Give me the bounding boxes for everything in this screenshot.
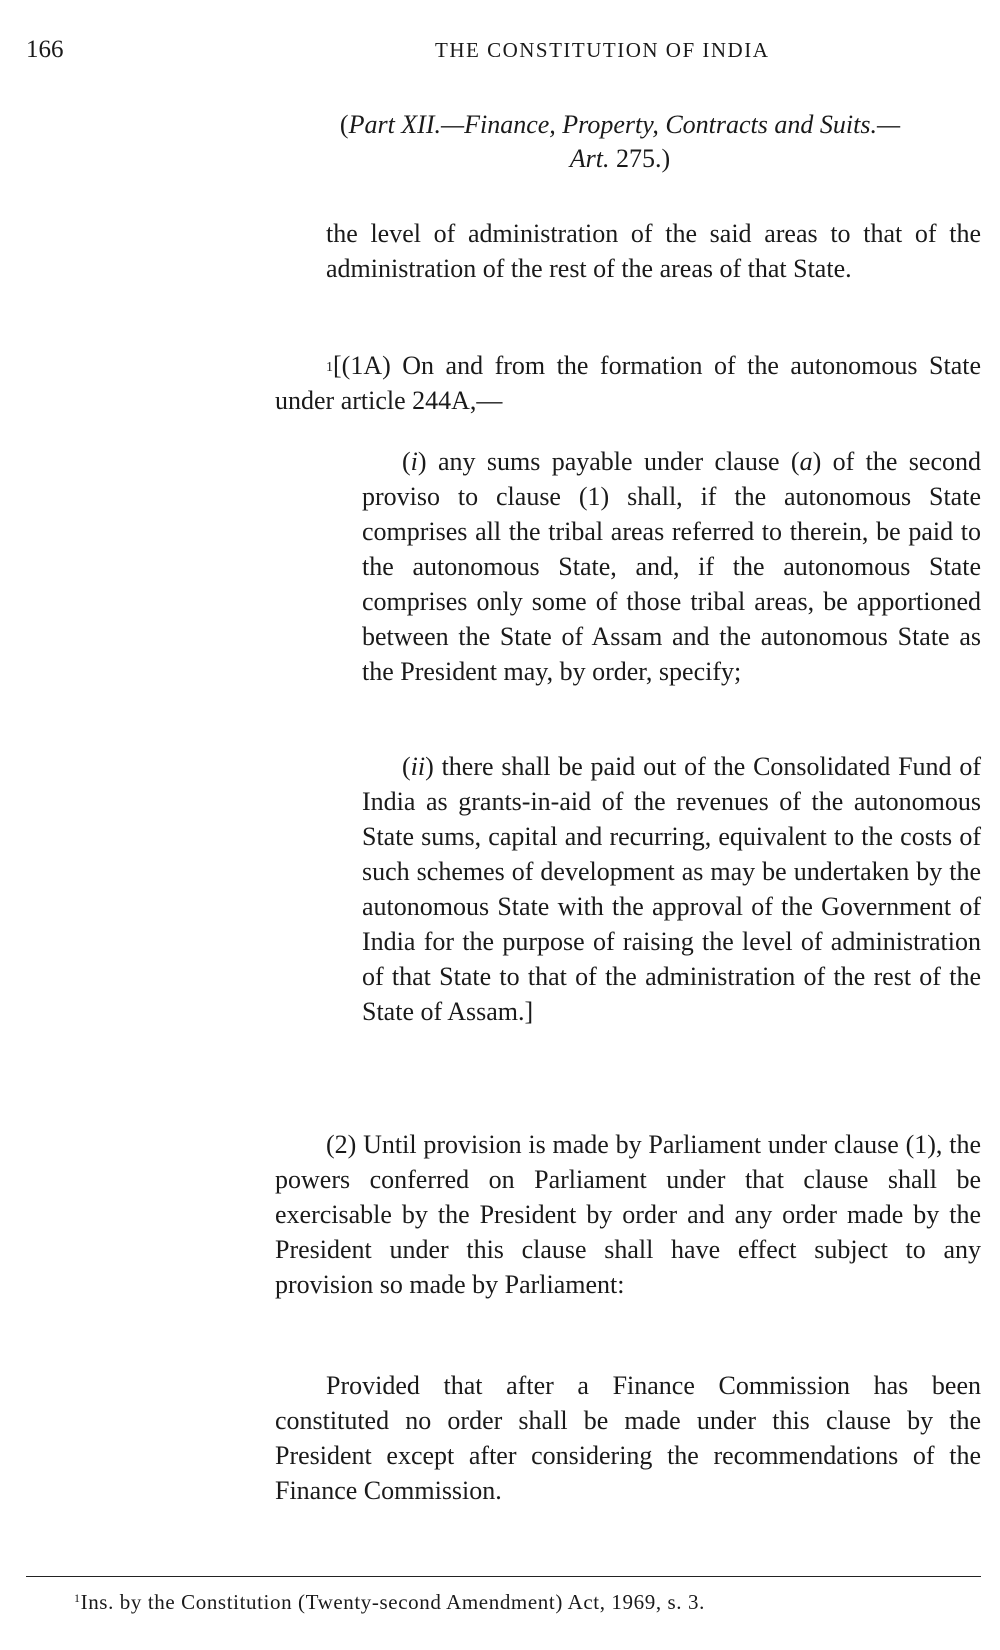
page-number: 166 [26, 36, 64, 63]
sub-clause-ii-label: ii [410, 752, 426, 781]
article-number: 275.) [609, 144, 671, 173]
clause-1a-text: [(1A) On and from the formation of the autonomous State under article 244A,— [275, 351, 981, 415]
footnote-divider [26, 1576, 981, 1577]
sub-clause-i-paragraph [362, 444, 981, 689]
continuation-paragraph: the level of administration of the said areas to that of the administration of the rest of the areas of that State. [326, 219, 981, 283]
part-heading-open-paren: ( [339, 110, 349, 139]
clause-1a-paragraph [275, 348, 981, 418]
sub-clause-ii-open: ( [402, 752, 411, 781]
part-heading-title: Part XII.—Finance, Property, Contracts and Suits.— [348, 110, 901, 139]
sub-clause-i-label: i [410, 447, 418, 476]
footnote-marker: 1 [326, 360, 333, 375]
proviso-paragraph: Provided that after a Finance Commission has been constituted no order shall be made under this clause by the President except after considering the recommendations of the Finance Commission. [275, 1371, 981, 1505]
sub-clause-i-text-b: ) of the second proviso to clause (1) shall, if the autonomous State comprises all the tribal areas referred to therein, be paid to the autonomous State, and, if the autonomous State comprises only some of those tribal areas, be apportioned between the State of Assam and the autonomous State as the President may, by order, specify; [362, 447, 982, 686]
article-label: Art. [569, 144, 610, 173]
sub-clause-i-open: ( [402, 447, 411, 476]
footnote [74, 1590, 705, 1615]
part-heading [270, 108, 970, 176]
sub-clause-ii-text: ) there shall be paid out of the Consolidated Fund of India as grants-in-aid of the revenues of the autonomous State sums, capital and recurring, equivalent to the costs of such schemes of development as may be undertaken by the autonomous State with the approval of the Government of India for the purpose of raising the level of administration of that State to that of the administration of the rest of the State of Assam.] [362, 752, 981, 1026]
footnote-text: Ins. by the Constitution (Twenty-second Amendment) Act, 1969, s. 3. [80, 1590, 705, 1614]
footnote-number: 1 [74, 1591, 81, 1605]
clause-2-paragraph: (2) Until provision is made by Parliament under clause (1), the powers conferred on Parliament under that clause shall be exercisable by the President by order and any order made by the President under this clause shall have effect subject to any provision so made by Parliament: [275, 1130, 981, 1299]
clause-letter: a [799, 447, 813, 476]
sub-clause-i-text-a: ) any sums payable under clause ( [417, 447, 800, 476]
sub-clause-ii-paragraph [362, 749, 981, 1029]
running-title: THE CONSTITUTION OF INDIA [435, 38, 770, 62]
